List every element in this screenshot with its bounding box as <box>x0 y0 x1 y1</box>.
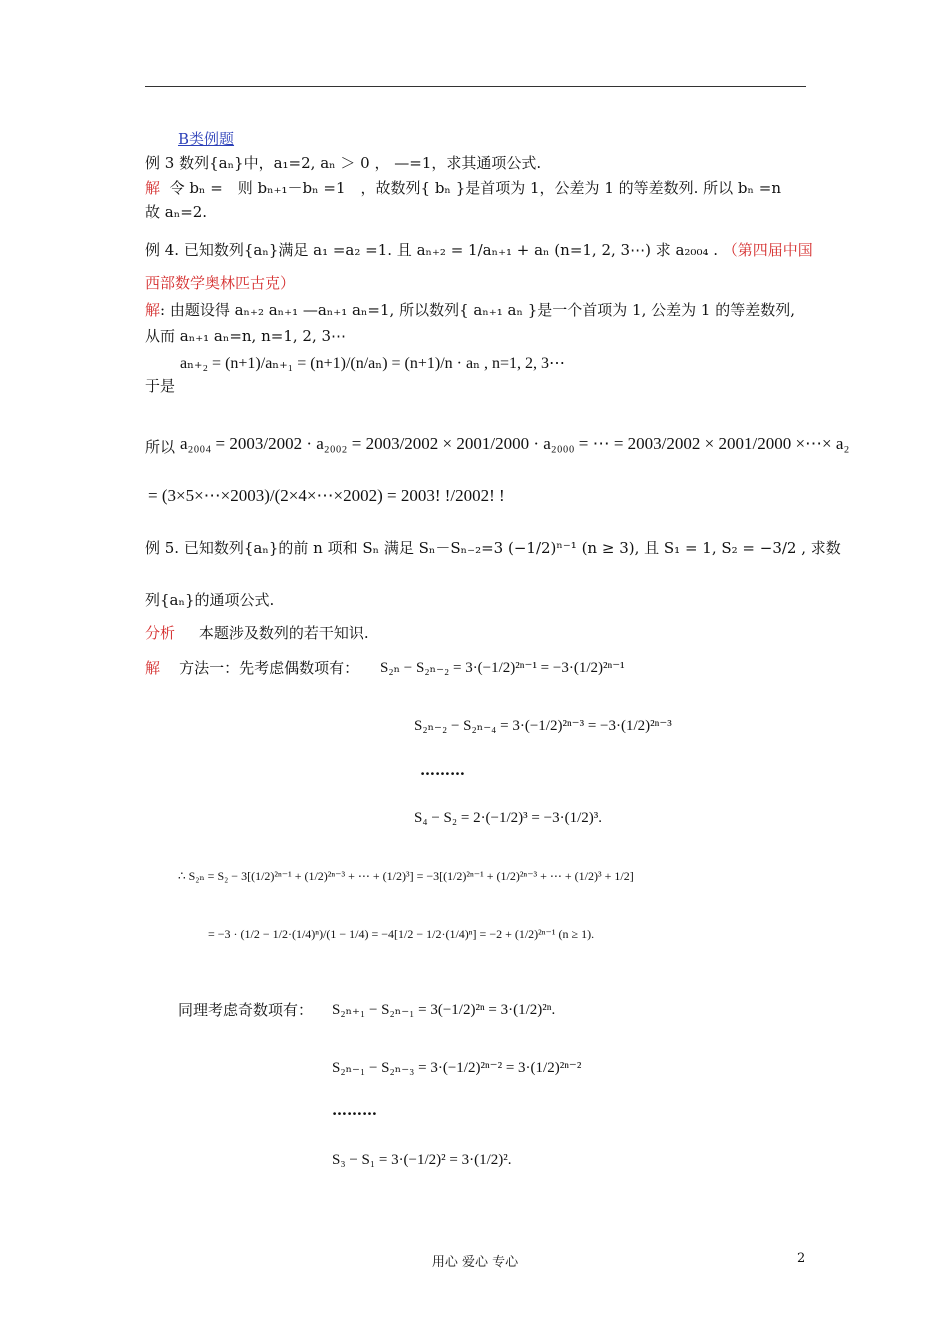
analysis-label: 分析 <box>145 624 176 642</box>
example-4-statement <box>145 240 813 260</box>
example-3-conclusion: 故 aₙ=2. <box>145 203 208 221</box>
ellipsis: ……… <box>420 761 465 779</box>
solution-label: 解 <box>145 179 161 197</box>
footer-text: 用心 爱心 专心 <box>431 1255 519 1270</box>
equation-odd-1: S₂ₙ₊₁ − S₂ₙ₋₁ = 3(−1/2)²ⁿ = 3·(1/2)²ⁿ. <box>332 1002 556 1018</box>
example-3-statement: 例 3 数列{aₙ}中，a₁=2, aₙ ＞ 0 ， —=1，求其通项公式. <box>145 154 542 172</box>
yushi-label: 于是 <box>145 377 176 395</box>
equation-odd-2: S₂ₙ₋₁ − S₂ₙ₋₃ = 3·(−1/2)²ⁿ⁻² = 3·(1/2)²ⁿ⁻² <box>332 1060 582 1076</box>
equation-even-1: S₂ₙ − S₂ₙ₋₂ = 3·(−1/2)²ⁿ⁻¹ = −3·(1/2)²ⁿ⁻¹ <box>380 660 625 676</box>
solution-text: 令 bₙ = 则 bₙ₊₁－bₙ =1 ，故数列{ bₙ }是首项为 1，公差为 1 的等差数列. 所以 bₙ =n <box>169 179 782 197</box>
header-rule <box>145 86 806 87</box>
example-5-statement: 例 5. 已知数列{aₙ}的前 n 项和 Sₙ 满足 Sₙ－Sₙ₋₂=3 (−1/2)ⁿ⁻¹ (n ≥ 3), 且 S₁ = 1, S₂ = −3/2 , 求数 <box>145 539 841 557</box>
equation-recursion: aₙ₊₂ = (n+1)/aₙ₊₁ = (n+1)/(n/aₙ) = (n+1)/n · aₙ , n=1, 2, 3⋯ <box>180 355 566 372</box>
equation-sum-even: ∴ S₂ₙ = S₂ − 3[(1/2)²ⁿ⁻¹ + (1/2)²ⁿ⁻³ + ⋯ + (1/2)³] = −3[(1/2)²ⁿ⁻¹ + (1/2)²ⁿ⁻³ + ⋯ + (1/2)³ + 1/2] <box>178 869 634 883</box>
example-4-solution-2: 从而 aₙ₊₁ aₙ=n, n=1, 2, 3⋯ <box>145 327 347 345</box>
example-5-statement-2: 列{aₙ}的通项公式. <box>145 591 275 609</box>
analysis-text: 本题涉及数列的若干知识. <box>198 624 369 642</box>
equation-even-3: S₄ − S₂ = 2·(−1/2)³ = −3·(1/2)³. <box>414 810 602 826</box>
example-4-source: （第四届中国 <box>722 241 813 259</box>
equation-product: a₂₀₀₄ = 2003/2002 · a₂₀₀₂ = 2003/2002 × 2001/2000 · a₂₀₀₀ = ⋯ = 2003/2002 × 2001/2000 ×⋯× a₂ <box>180 434 850 453</box>
equation-sum-even-result: = −3 · (1/2 − 1/2·(1/4)ⁿ)/(1 − 1/4) = −4[1/2 − 1/2·(1/4)ⁿ] = −2 + (1/2)²ⁿ⁻¹ (n ≥ 1). <box>208 927 595 941</box>
odd-intro: 同理考虑奇数项有： <box>178 1001 314 1019</box>
equation-odd-3: S₃ − S₁ = 3·(−1/2)² = 3·(1/2)². <box>332 1152 512 1168</box>
example-4-source-cont: 西部数学奥林匹古克） <box>145 274 296 292</box>
section-title[interactable]: B类例题 <box>178 130 235 148</box>
equation-even-2: S₂ₙ₋₂ − S₂ₙ₋₄ = 3·(−1/2)²ⁿ⁻³ = −3·(1/2)²ⁿ⁻³ <box>414 718 672 734</box>
equation-result: = (3×5×⋯×2003)/(2×4×⋯×2002) = 2003! !/2002! ! <box>148 486 505 505</box>
method-1-text: 方法一：先考虑偶数项有： <box>179 659 360 677</box>
example-4-solution <box>145 300 795 320</box>
ellipsis-2: ……… <box>332 1101 377 1119</box>
solution-label: 解 <box>145 301 161 319</box>
suoyi-label: 所以 <box>145 438 176 456</box>
example-3-solution <box>145 178 781 198</box>
analysis <box>145 623 369 643</box>
page-number: 2 <box>797 1251 806 1266</box>
solution-label: 解 <box>145 659 161 677</box>
example-4-text: 例 4. 已知数列{aₙ}满足 a₁ =a₂ =1. 且 aₙ₊₂ = 1/aₙ₊₁ + aₙ (n=1, 2, 3⋯) 求 a₂₀₀₄ . <box>145 241 719 259</box>
method-1 <box>145 658 359 678</box>
solution-text: : 由题设得 aₙ₊₂ aₙ₊₁ —aₙ₊₁ aₙ=1, 所以数列{ aₙ₊₁ aₙ }是一个首项为 1, 公差为 1 的等差数列, <box>160 301 795 319</box>
